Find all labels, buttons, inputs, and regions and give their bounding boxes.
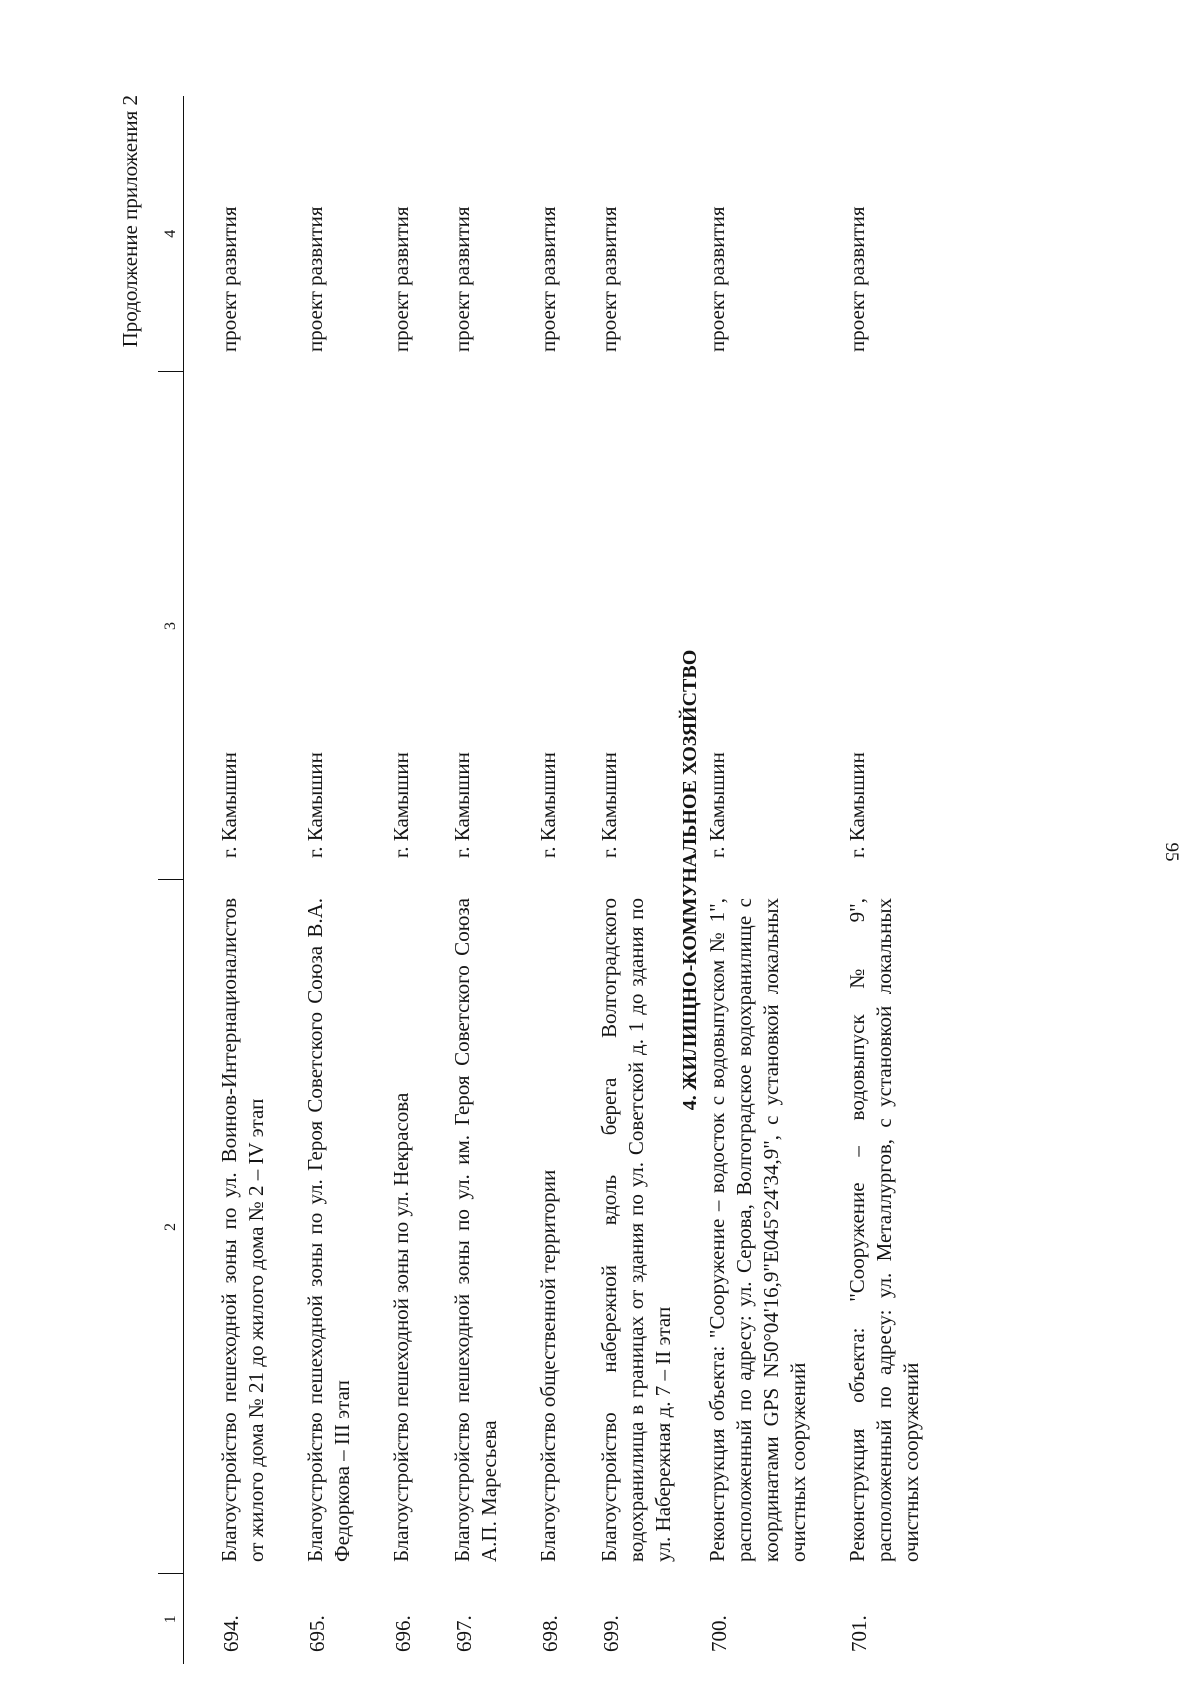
row-description: Реконструкция объекта: "Сооружение – водовыпуск № 9", расположенный по адресу: ул. Металлургов, с установкой локальных очистных сооружений — [845, 898, 923, 1562]
row-location: г. Камышин — [217, 752, 241, 858]
row-number: 695. — [305, 1615, 329, 1652]
row-status: проект развития — [217, 206, 241, 352]
row-description: Благоустройство набережной вдоль берега Волгоградского водохранилища в границах от здания по ул. Советской д. 1 до здания по ул. Набережная д. 7 – II этап — [597, 898, 675, 1562]
row-number: 700. — [707, 1615, 731, 1652]
row-status: проект развития — [597, 206, 621, 352]
row-number: 696. — [391, 1615, 415, 1652]
page-number: 95 — [1161, 842, 1182, 862]
row-description: Реконструкция объекта: "Сооружение – водосток с водовыпуском № 1", расположенный по адресу: ул. Серова, Волгоградское водохранилище с координатами GPS N50°04'16,9"E045°24'34,9", с установкой локальных очистных сооружений — [705, 898, 810, 1562]
column-header-2: 2 — [158, 880, 184, 1574]
appendix-table — [158, 96, 925, 1664]
table-row — [704, 96, 812, 1664]
column-header-3: 3 — [158, 372, 184, 880]
row-number: 698. — [538, 1615, 562, 1652]
row-status: проект развития — [845, 206, 869, 352]
row-number: 694. — [219, 1615, 243, 1652]
row-description: Благоустройство пешеходной зоны по ул. Некрасова — [389, 1092, 413, 1562]
row-location: г. Камышин — [536, 752, 560, 858]
table-header-row — [158, 96, 184, 1664]
table-row — [388, 96, 417, 1664]
row-location: г. Камышин — [450, 752, 474, 858]
row-status: проект развития — [303, 206, 327, 352]
table-row — [844, 96, 925, 1664]
row-location: г. Камышин — [303, 752, 327, 858]
table-row — [216, 96, 270, 1664]
row-status: проект развития — [705, 206, 729, 352]
table-row — [535, 96, 564, 1664]
column-header-4: 4 — [158, 96, 184, 372]
row-status: проект развития — [536, 206, 560, 352]
section-title: 4. ЖИЛИЩНО-КОММУНАЛЬНОЕ ХОЗЯЙСТВО — [679, 649, 701, 1111]
row-status: проект развития — [450, 206, 474, 352]
row-description: Благоустройство пешеходной зоны по ул. Воинов-Интернационалистов от жилого дома № 21 до жилого дома № 2 – IV этап — [217, 898, 268, 1562]
continuation-label: Продолжение приложения 2 — [118, 95, 142, 348]
row-location: г. Камышин — [389, 752, 413, 858]
row-description: Благоустройство пешеходной зоны по ул. им. Героя Советского Союза А.П. Маресьева — [450, 898, 501, 1562]
row-description: Благоустройство общественной территории — [536, 1169, 560, 1562]
row-location: г. Камышин — [597, 752, 621, 858]
column-header-1: 1 — [158, 1574, 184, 1664]
row-location: г. Камышин — [845, 752, 869, 858]
row-location: г. Камышин — [705, 752, 729, 858]
table-row — [449, 96, 503, 1664]
row-description: Благоустройство пешеходной зоны по ул. Героя Советского Союза В.А. Федоркова – III этап — [303, 898, 354, 1562]
table-row — [596, 96, 677, 1664]
row-number: 699. — [599, 1615, 623, 1652]
row-status: проект развития — [389, 206, 413, 352]
row-number: 697. — [452, 1615, 476, 1652]
table-row — [302, 96, 356, 1664]
row-number: 701. — [847, 1615, 871, 1652]
section-heading-row — [677, 96, 704, 1664]
